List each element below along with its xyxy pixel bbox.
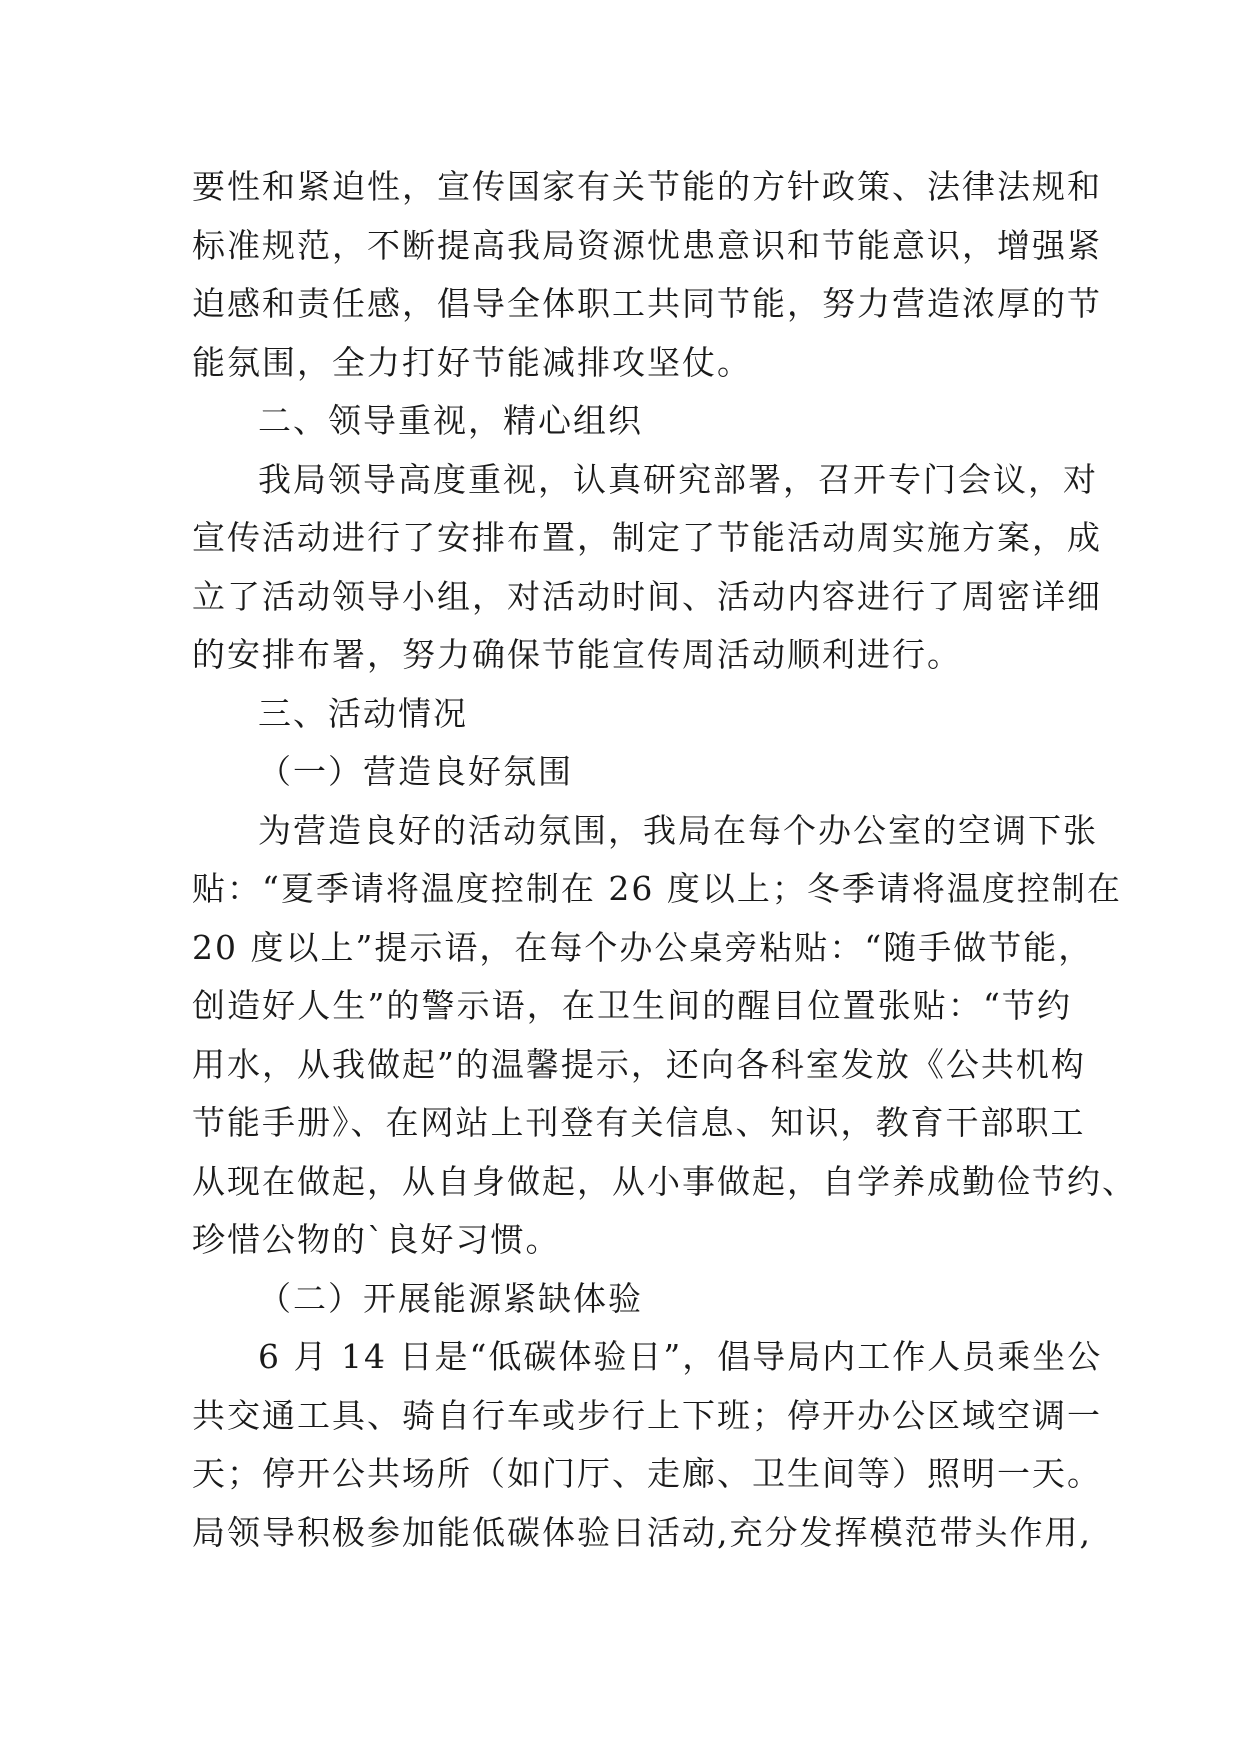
paragraph-line: 要性和紧迫性，宣传国家有关节能的方针政策、法律法规和 xyxy=(192,167,1102,206)
paragraph-line: 贴：“夏季请将温度控制在 26 度以上；冬季请将温度控制在 xyxy=(192,869,1122,908)
paragraph-line: 从现在做起，从自身做起，从小事做起，自学养成勤俭节约、 xyxy=(192,1161,1137,1201)
paragraph-line: 用水，从我做起”的温馨提示，还向各科室发放《公共机构 xyxy=(192,1044,1086,1084)
paragraph-line: 迫感和责任感，倡导全体职工共同节能，努力营造浓厚的节 xyxy=(192,284,1102,323)
paragraph-line: 的安排布署，努力确保节能宣传周活动顺利进行。 xyxy=(192,635,962,674)
paragraph-line: 珍惜公物的`良好习惯。 xyxy=(192,1220,561,1259)
paragraph-line: 局领导积极参加能低碳体验日活动,充分发挥模范带头作用, xyxy=(192,1512,1092,1552)
document-body xyxy=(192,158,1137,1562)
paragraph-line: 为营造良好的活动氛围，我局在每个办公室的空调下张 xyxy=(258,810,1098,850)
section-heading-2: 二、领导重视，精心组织 xyxy=(258,401,643,440)
paragraph-line: 创造好人生”的警示语，在卫生间的醒目位置张贴：“节约 xyxy=(192,986,1072,1025)
paragraph-line: 标准规范，不断提高我局资源忧患意识和节能意识，增强紧 xyxy=(192,225,1102,265)
paragraph-line: 节能手册》、在网站上刊登有关信息、知识，教育干部职工 xyxy=(192,1103,1086,1142)
paragraph-line: 20 度以上”提示语，在每个办公桌旁粘贴：“随手做节能， xyxy=(192,927,1094,967)
paragraph-line: 我局领导高度重视，认真研究部署，召开专门会议，对 xyxy=(258,459,1098,499)
subsection-heading-2: （二）开展能源紧缺体验 xyxy=(258,1278,643,1318)
paragraph-line: 天；停开公共场所（如门厅、走廊、卫生间等）照明一天。 xyxy=(192,1454,1102,1493)
paragraph-line: 能氛围，全力打好节能减排攻坚仗。 xyxy=(192,342,752,382)
paragraph-line: 宣传活动进行了安排布置，制定了节能活动周实施方案，成 xyxy=(192,518,1102,557)
paragraph-line: 6 月 14 日是“低碳体验日”，倡导局内工作人员乘坐公 xyxy=(258,1337,1103,1376)
subsection-heading-1: （一）营造良好氛围 xyxy=(258,752,573,791)
paragraph-line: 立了活动领导小组，对活动时间、活动内容进行了周密详细 xyxy=(192,576,1102,616)
section-heading-3: 三、活动情况 xyxy=(258,693,468,733)
paragraph-line: 共交通工具、骑自行车或步行上下班；停开办公区域空调一 xyxy=(192,1395,1102,1435)
